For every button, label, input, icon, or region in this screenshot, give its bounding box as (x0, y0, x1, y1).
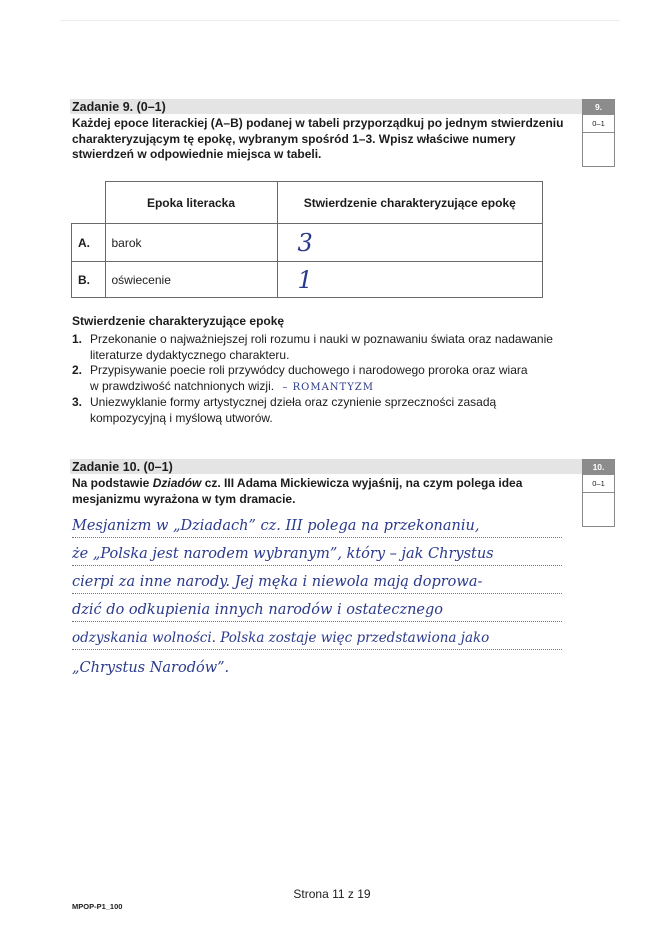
answer-line-6: „Chrystus Narodów”. (72, 660, 230, 676)
row-b-epoch: oświecenie (105, 262, 277, 298)
row-a-answer-cell[interactable] (277, 224, 543, 262)
row-b-answer-cell[interactable] (277, 262, 543, 298)
answer-dotline-5 (72, 649, 562, 650)
statement-2-line2: w prawdziwość natchnionych wizji. (90, 378, 275, 393)
answer-dotline-2 (72, 565, 562, 566)
task9-title: Zadanie 9. (0–1) (72, 100, 166, 114)
statement-1-line2: literaturze dydaktycznego charakteru. (90, 347, 290, 362)
header-epoch: Epoka literacka (105, 182, 277, 224)
task10-instruction-title: Dziadów (152, 476, 202, 490)
handwritten-note-romantyzm: – ROMANTYZM (282, 381, 374, 393)
row-a-letter: A. (72, 224, 106, 262)
statement-2 (72, 363, 572, 395)
task9-instruction-line1: Każdej epoce literackiej (A–B) podanej w tabeli przyporządkuj po jednym stwierdzeniu (72, 116, 564, 130)
task9-score-box (582, 99, 615, 167)
task9-instruction-line3: stwierdzeń w odpowiednie miejsca w tabeli. (72, 147, 322, 161)
task9-score-points: 0–1 (583, 115, 614, 133)
task10-score-box (582, 459, 615, 527)
task9-score-field[interactable] (583, 133, 614, 166)
statement-2-line2-wrap (90, 379, 572, 396)
answer-line-5: odzyskania wolności. Polska zostaje więc przedstawiona jako (72, 630, 490, 646)
row-a-epoch: barok (105, 224, 277, 262)
epoch-table (71, 181, 543, 298)
task10-instruction-pre: Na podstawie (72, 476, 153, 490)
page-number: Strona 11 z 19 (293, 887, 371, 901)
row-b-letter: B. (72, 262, 106, 298)
statement-3-line1: Uniezwyklanie formy artystycznej dzieła oraz czynienie sprzeczności zasadą (90, 395, 497, 409)
statement-3 (72, 395, 572, 426)
header-statement: Stwierdzenie charakteryzujące epokę (277, 182, 543, 224)
task10-instruction-post: cz. III Adama Mickiewicza wyjaśnij, na czym polega idea (201, 476, 523, 490)
task10-score-points: 0–1 (583, 475, 614, 493)
exam-code: MPOP-P1_100 (72, 902, 123, 911)
top-rule (60, 20, 620, 21)
task10-title: Zadanie 10. (0–1) (72, 460, 173, 474)
statement-2-number: 2. (72, 363, 83, 377)
statement-1-number: 1. (72, 332, 83, 346)
statement-1 (72, 332, 572, 363)
row-b-answer: 1 (297, 265, 313, 294)
answer-line-1: Mesjanizm w „Dziadach” cz. III polega na przekonaniu, (72, 518, 480, 534)
task9-instruction-line2: charakteryzującym tę epokę, wybranym spośród 1–3. Wpisz właściwe numery (72, 131, 516, 146)
statement-1-line1: Przekonanie o najważniejszej roli rozumu i nauki w poznawaniu świata oraz nadawanie (90, 332, 553, 346)
task10-instruction-line1 (72, 476, 572, 492)
answer-line-3: cierpi za inne narody. Jej męka i niewola mają doprowa- (72, 574, 483, 590)
statement-3-line2: kompozycyjną i myślową utworów. (90, 410, 273, 425)
statements-list (72, 332, 572, 426)
task9-score-number: 9. (583, 100, 614, 115)
statement-2-line1: Przypisywanie poecie roli przywódcy duchowego i narodowego proroka oraz wiara (90, 363, 528, 377)
answer-dotline-3 (72, 593, 562, 594)
task9-instruction (72, 116, 572, 163)
epoch-table-corner (72, 182, 106, 224)
task10-instruction (72, 476, 572, 507)
answer-line-2: że „Polska jest narodem wybranym”, który – jak Chrystus (72, 546, 494, 562)
task10-score-field[interactable] (583, 493, 614, 526)
answer-dotline-1 (72, 537, 562, 538)
task10-score-number: 10. (583, 460, 614, 475)
answer-line-4: dzić do odkupienia innych narodów i ostatecznego (72, 602, 444, 618)
answer-dotline-4 (72, 621, 562, 622)
task10-instruction-line2: mesjanizmu wyrażona w tym dramacie. (72, 491, 296, 506)
row-a-answer: 3 (297, 228, 313, 257)
statement-3-number: 3. (72, 395, 83, 409)
statements-heading: Stwierdzenie charakteryzujące epokę (72, 314, 285, 328)
